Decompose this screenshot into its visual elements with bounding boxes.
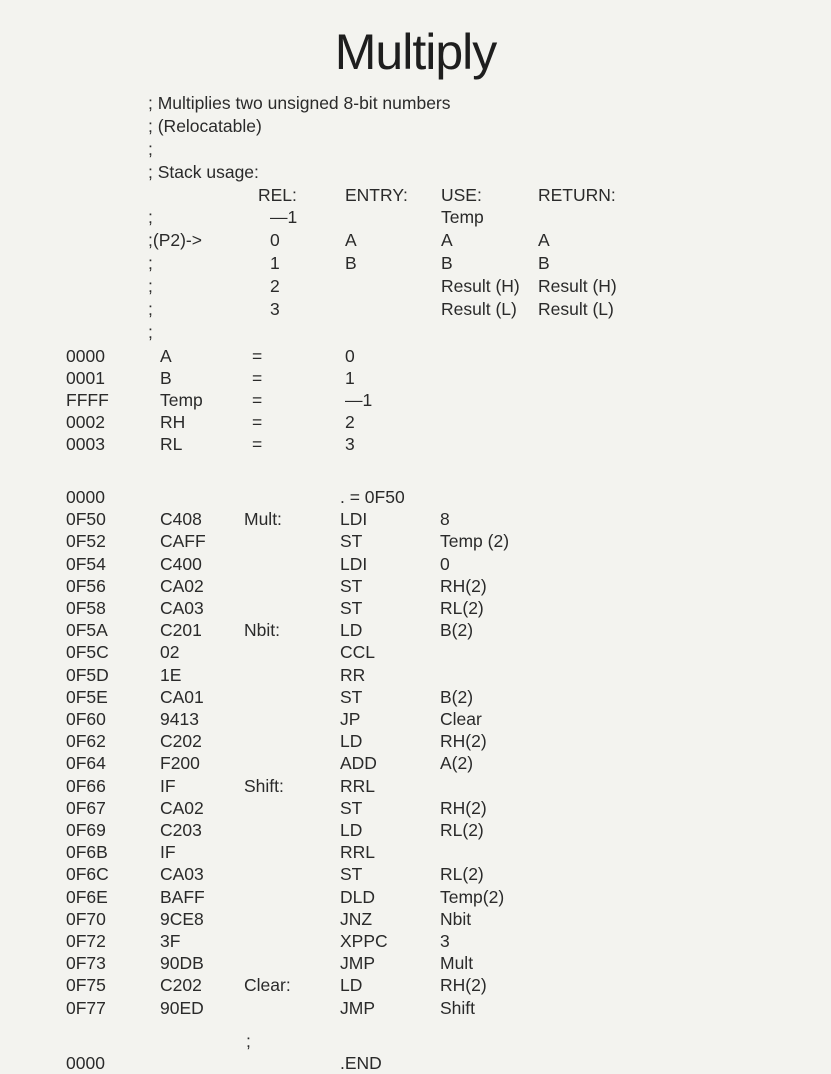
equate-value: 2 <box>345 412 355 432</box>
code-address: 0F75 <box>66 975 106 996</box>
code-object: IF <box>160 842 176 863</box>
page-title: Multiply <box>334 24 497 80</box>
code-object: CA02 <box>160 575 204 596</box>
code-object: 9CE8 <box>160 908 204 929</box>
code-opcode: JP <box>340 709 361 729</box>
code-address: 0F5E <box>66 686 108 707</box>
code-operand: Mult <box>440 953 474 974</box>
equate-address: 0000 <box>66 346 105 366</box>
code-object: 3F <box>160 931 181 951</box>
stack-row-rel: 3 <box>270 299 280 319</box>
code-opcode: ST <box>340 797 363 818</box>
code-opcode: ST <box>340 531 363 552</box>
code-object: 02 <box>160 642 180 663</box>
equate-operator: = <box>252 412 263 432</box>
code-opcode: JNZ <box>340 908 373 929</box>
code-opcode: . = 0F50 <box>340 487 405 507</box>
code-label: Mult: <box>244 509 282 530</box>
header-comment-line: ; Multiplies two unsigned 8-bit numbers <box>148 93 451 113</box>
header-comment-line: ; <box>148 139 153 159</box>
stack-row-use: Temp <box>441 207 484 227</box>
code-operand: A(2) <box>440 753 474 774</box>
stack-row-use: B <box>441 253 453 273</box>
code-opcode: RR <box>340 664 366 685</box>
code-opcode: DLD <box>340 886 376 907</box>
code-opcode: ST <box>340 686 363 707</box>
code-opcode: ST <box>340 864 363 885</box>
code-address: 0F69 <box>66 820 106 840</box>
code-opcode: JMP <box>340 997 375 1018</box>
code-address: 0F73 <box>66 953 106 974</box>
code-address: 0F50 <box>66 509 106 530</box>
code-address: 0F6C <box>66 864 109 885</box>
stack-row-entry: A <box>345 230 357 250</box>
stack-row-ret: Result (L) <box>538 299 614 319</box>
stack-row-ret: Result (H) <box>538 276 617 296</box>
code-object: C408 <box>160 509 202 530</box>
equate-operator: = <box>252 390 263 410</box>
code-opcode: RRL <box>340 842 376 863</box>
code-address: 0F67 <box>66 797 106 818</box>
code-address: 0F6E <box>66 886 108 907</box>
stack-table-header: RETURN: <box>538 185 616 205</box>
code-opcode: JMP <box>340 953 375 974</box>
code-opcode: ST <box>340 575 363 596</box>
code-address: 0F66 <box>66 775 106 796</box>
stack-row-prefix: ; <box>148 299 153 319</box>
stack-row-prefix: ; <box>148 276 153 296</box>
code-object: C203 <box>160 820 202 840</box>
code-object: CA01 <box>160 686 204 707</box>
stack-row-prefix: ; <box>148 207 153 227</box>
code-operand: RH(2) <box>440 575 487 596</box>
equate-address: FFFF <box>66 390 109 410</box>
code-operand: Temp(2) <box>440 886 505 907</box>
code-address: 0F6B <box>66 842 108 863</box>
code-address: 0F64 <box>66 753 106 774</box>
code-operand: Clear <box>440 709 482 729</box>
equate-value: —1 <box>345 390 373 410</box>
code-opcode: LDI <box>340 553 368 574</box>
stack-row-prefix: ; <box>148 322 153 342</box>
code-address: 0F5A <box>66 620 108 641</box>
equate-operator: = <box>252 346 263 366</box>
code-operand: RH(2) <box>440 975 487 996</box>
stack-row-rel: 0 <box>270 230 280 250</box>
code-object: 90ED <box>160 997 204 1018</box>
equate-operator: = <box>252 368 263 388</box>
equate-symbol: RL <box>160 434 183 454</box>
stack-row-use: Result (H) <box>441 276 520 296</box>
code-opcode: RRL <box>340 775 376 796</box>
code-operand: RH(2) <box>440 731 487 752</box>
header-comment-line: ; Stack usage: <box>148 162 259 182</box>
stack-row-ret: A <box>538 230 550 250</box>
stack-row-use: A <box>441 230 453 250</box>
code-label: Shift: <box>244 775 284 796</box>
stack-row-use: Result (L) <box>441 299 517 319</box>
code-object: C202 <box>160 731 202 752</box>
code-object: C400 <box>160 553 202 574</box>
code-address: 0F72 <box>66 931 106 951</box>
code-operand: Nbit <box>440 908 472 929</box>
code-operand: RH(2) <box>440 797 487 818</box>
code-object: CA03 <box>160 598 204 618</box>
code-opcode: LD <box>340 975 363 996</box>
code-operand: Shift <box>440 997 476 1018</box>
code-opcode: LD <box>340 731 363 752</box>
equate-symbol: Temp <box>160 390 203 410</box>
stack-row-prefix: ; <box>148 253 153 273</box>
code-object: C202 <box>160 975 202 996</box>
code-object: CA02 <box>160 797 204 818</box>
code-address: 0F77 <box>66 997 106 1018</box>
equate-value: 1 <box>345 368 355 388</box>
equate-symbol: B <box>160 368 172 388</box>
code-opcode: XPPC <box>340 931 388 951</box>
equate-operator: = <box>252 434 263 454</box>
end-line-address: 0000 <box>66 1053 105 1073</box>
code-opcode: LD <box>340 820 363 840</box>
code-address: 0F62 <box>66 731 106 752</box>
code-object: IF <box>160 775 176 796</box>
equate-value: 3 <box>345 434 355 454</box>
trailer-semicolon: ; <box>246 1031 251 1051</box>
code-operand: RL(2) <box>440 598 484 618</box>
code-address: 0F70 <box>66 908 106 929</box>
code-operand: 8 <box>440 509 450 530</box>
code-label: Clear: <box>244 975 291 996</box>
code-operand: RL(2) <box>440 820 484 840</box>
code-object: 9413 <box>160 709 199 729</box>
code-object: 90DB <box>160 953 204 974</box>
code-address: 0F5C <box>66 642 109 663</box>
code-opcode: LD <box>340 620 363 641</box>
code-object: CAFF <box>160 531 206 552</box>
code-address: 0F52 <box>66 531 106 552</box>
code-object: 1E <box>160 664 182 685</box>
code-object: CA03 <box>160 864 204 885</box>
code-opcode: CCL <box>340 642 376 663</box>
equate-symbol: RH <box>160 412 186 432</box>
code-operand: 0 <box>440 553 450 574</box>
code-object: C201 <box>160 620 202 641</box>
header-comment-line: ; (Relocatable) <box>148 116 262 136</box>
stack-table-header: ENTRY: <box>345 185 408 205</box>
code-operand: B(2) <box>440 686 474 707</box>
code-opcode: ST <box>340 598 363 618</box>
code-operand: B(2) <box>440 620 474 641</box>
code-opcode: LDI <box>340 509 368 530</box>
stack-table-header: USE: <box>441 185 482 205</box>
stack-table-header: REL: <box>258 185 297 205</box>
code-address: 0F56 <box>66 575 106 596</box>
code-operand: Temp (2) <box>440 531 510 552</box>
code-address: 0F60 <box>66 709 106 729</box>
code-address: 0000 <box>66 487 105 507</box>
code-address: 0F58 <box>66 598 106 618</box>
equate-value: 0 <box>345 346 355 366</box>
code-address: 0F54 <box>66 553 106 574</box>
code-operand: RL(2) <box>440 864 484 885</box>
code-object: BAFF <box>160 886 205 907</box>
code-opcode: ADD <box>340 753 377 774</box>
code-object: F200 <box>160 753 200 774</box>
code-label: Nbit: <box>244 620 280 641</box>
stack-row-entry: B <box>345 253 357 273</box>
stack-row-prefix: ;(P2)-> <box>148 230 202 250</box>
equate-address: 0001 <box>66 368 105 388</box>
equate-symbol: A <box>160 346 172 366</box>
end-line-directive: .END <box>340 1053 382 1073</box>
stack-row-rel: —1 <box>270 207 298 227</box>
stack-row-rel: 2 <box>270 276 280 296</box>
equate-address: 0002 <box>66 412 105 432</box>
equate-address: 0003 <box>66 434 105 454</box>
code-address: 0F5D <box>66 664 109 685</box>
code-operand: 3 <box>440 931 450 951</box>
stack-row-rel: 1 <box>270 253 280 273</box>
stack-row-ret: B <box>538 253 550 273</box>
